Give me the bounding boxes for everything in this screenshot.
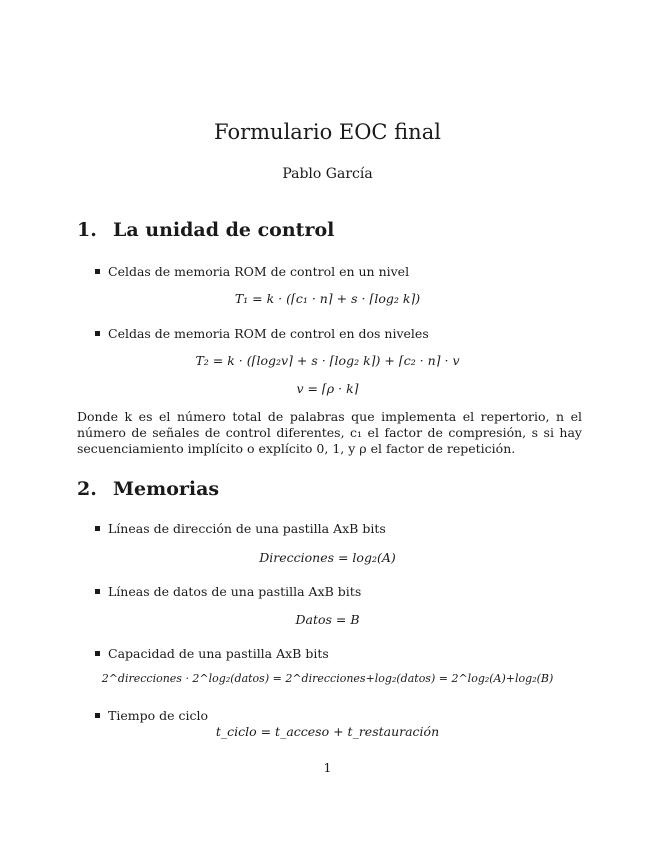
equation-direcciones: Direcciones = log₂(A) (259, 550, 396, 565)
page-number: 1 (323, 760, 332, 775)
list-item (95, 708, 208, 723)
equation-capacidad: 2^direcciones · 2^log₂(datos) = 2^direcciones+log₂(datos) = 2^log₂(A)+log₂(B) (101, 672, 554, 685)
list-item (95, 584, 361, 599)
list-item-text: Tiempo de ciclo (108, 708, 208, 723)
list-item (95, 264, 409, 279)
section-number: 1. (77, 219, 97, 241)
list-item-text: Líneas de datos de una pastilla AxB bits (108, 584, 362, 599)
equation-t1: T₁ = k · (⌈c₁ · n⌉ + s · ⌈log₂ k⌉) (234, 291, 421, 306)
bullet-icon (95, 331, 100, 336)
equation-tiempo-ciclo: t_ciclo = t_acceso + t_restauración (215, 724, 440, 739)
document-title: Formulario EOC final (214, 120, 441, 144)
list-item (95, 646, 329, 661)
bullet-icon (95, 269, 100, 274)
section-title: La unidad de control (113, 219, 335, 241)
bullet-icon (95, 589, 100, 594)
list-item (95, 521, 386, 536)
document-author: Pablo García (282, 166, 373, 182)
definitions-paragraph: Donde k es el número total de palabras que implementa el repertorio, n el número de señales de control diferentes, c₁ el factor de compresión, s si hay secuenciamiento implícito o explícito 0, 1, y ρ el factor de repetición. (77, 409, 582, 456)
list-item-text: Celdas de memoria ROM de control en un nivel (108, 264, 410, 279)
list-item-text: Celdas de memoria ROM de control en dos niveles (108, 326, 429, 341)
bullet-icon (95, 526, 100, 531)
section-heading-control-unit (77, 219, 334, 241)
equation-v: v = ⌈ρ · k⌉ (296, 381, 359, 396)
equation-datos: Datos = B (295, 612, 360, 627)
equation-t2: T₂ = k · (⌈log₂v⌉ + s · ⌈log₂ k⌉) + ⌈c₂ · n⌉ · v (195, 353, 460, 368)
bullet-icon (95, 713, 100, 718)
list-item-text: Capacidad de una pastilla AxB bits (108, 646, 329, 661)
bullet-icon (95, 651, 100, 656)
section-title: Memorias (113, 478, 220, 500)
list-item-text: Líneas de dirección de una pastilla AxB bits (108, 521, 386, 536)
list-item (95, 326, 429, 341)
section-heading-memories (77, 478, 219, 500)
section-number: 2. (77, 478, 97, 500)
